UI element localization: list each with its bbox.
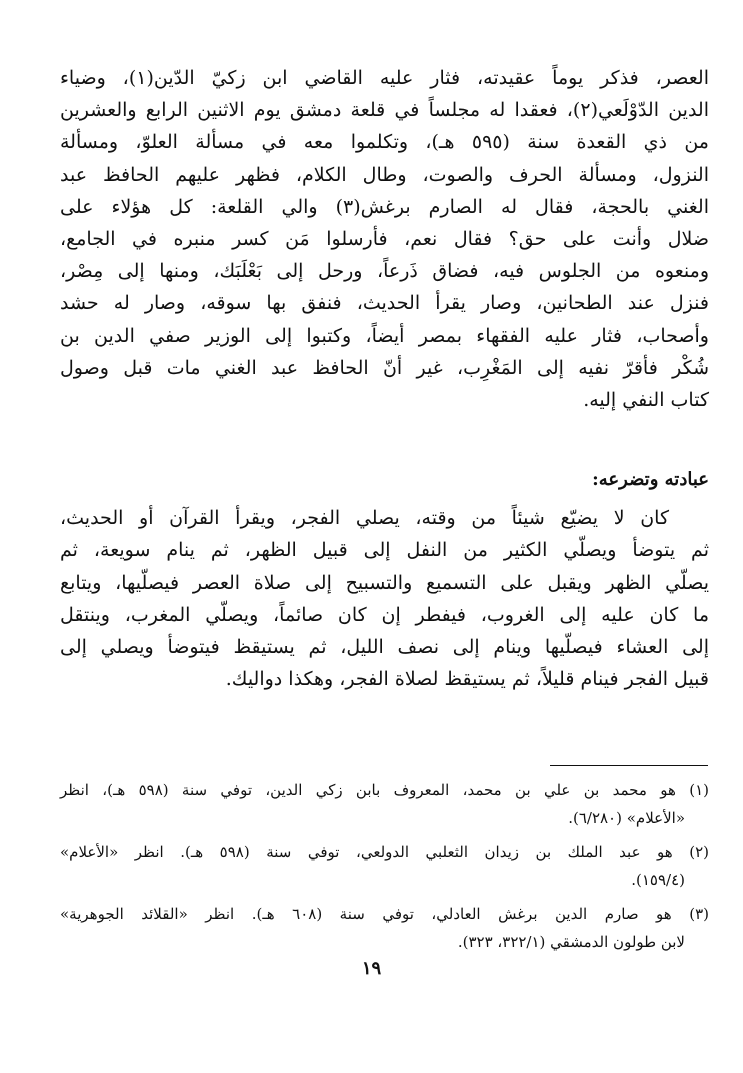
text-line: ضلال وأنت على حق؟ فقال نعم، فأرسلوا مَن كسر منبره في الجامع، bbox=[60, 228, 709, 251]
footnote-line: (١) هو محمد بن علي بن محمد، المعروف بابن زكي الدين، توفي سنة (٥٩٨ هـ)، انظر bbox=[60, 781, 709, 799]
text-line: ومنعوه من الجلوس فيه، فضاق ذَرعاً، ورحل إلى بَعْلَبَك، ومنها إلى مِصْر، bbox=[60, 260, 709, 283]
text-line: النزول، ومسألة الحرف والصوت، وطال الكلام، فظهر عليهم الحافظ عبد bbox=[60, 163, 709, 186]
text-line: إلى العشاء فيصلّيها وينام إلى نصف الليل، ثم يستيقظ فيتوضأ ويصلي إلى bbox=[60, 636, 709, 659]
footnote-1 bbox=[60, 776, 709, 832]
text-line: قبيل الفجر فينام قليلاً، ثم يستيقظ لصلاة الفجر، وهكذا دواليك. bbox=[225, 668, 709, 691]
footnotes bbox=[60, 776, 709, 956]
footnote-line: (١٥٩/٤). bbox=[631, 871, 685, 889]
footnote-3 bbox=[60, 900, 709, 956]
footnote-separator bbox=[550, 765, 708, 766]
text-line: الدين الدّوْلَعي(٢)، فعقدا له مجلساً في قلعة دمشق يوم الاثنين الرابع والعشرين bbox=[60, 99, 709, 122]
text-line: العصر، فذكر يوماً عقيدته، فثار عليه القاضي ابن زكيّ الدّين(١)، وضياء bbox=[60, 67, 709, 89]
footnote-line: (٣) هو صارم الدين برغش العادلي، توفي سنة (٦٠٨ هـ). انظر «القلائد الجوهرية» bbox=[60, 905, 710, 923]
text-line: فنزل عند الطحانين، وصار يقرأ الحديث، فنفق بها سوقه، وصار له حشد bbox=[60, 292, 709, 315]
text-line: شُكْر فأقرّ نفيه إلى المَغْرِب، غير أنّ الحافظ عبد الغني مات قبل وصول bbox=[60, 356, 709, 379]
footnote-line: (٢) هو عبد الملك بن زيدان الثعلبي الدولعي، توفي سنة (٥٩٨ هـ). انظر «الأعلام» bbox=[60, 843, 709, 861]
text-line: ما كان عليه إلى الغروب، فيفطر إن كان صائماً، ويصلّي المغرب، وينتقل bbox=[60, 603, 709, 626]
section-heading: عبادته وتضرعه: bbox=[592, 469, 709, 491]
text-line: كتاب النفي إليه. bbox=[583, 389, 709, 412]
paragraph-creed-trial bbox=[60, 62, 709, 416]
footnote-line: لابن طولون الدمشقي (٣٢٢/١، ٣٢٣). bbox=[457, 933, 685, 951]
text-line: ثم يتوضأ ويصلّي الكثير من النفل إلى قبيل الظهر، ثم ينام سويعة، ثم bbox=[60, 539, 709, 562]
text-line: من ذي القعدة سنة (٥٩٥ هـ)، وتكلموا معه في مسألة العلوّ، ومسألة bbox=[60, 131, 709, 154]
text-line: وأصحاب، فثار عليه الفقهاء بمصر أيضاً، وكتبوا إلى الوزير صفي الدين بن bbox=[60, 324, 709, 347]
paragraph-worship bbox=[60, 502, 709, 695]
main-text bbox=[60, 62, 709, 695]
text-line: الغني بالحجة، فقال له الصارم برغش(٣) والي القلعة: كل هؤلاء على bbox=[60, 195, 709, 218]
footnote-line: «الأعلام» (٦/٢٨٠). bbox=[568, 809, 685, 827]
footnote-2 bbox=[60, 838, 709, 894]
text-line: كان لا يضيّع شيئاً من وقته، يصلي الفجر، ويقرأ القرآن أو الحديث، bbox=[60, 507, 669, 530]
text-line: يصلّي الظهر ويقبل على التسميع والتسبيح إلى صلاة العصر فيصلّيها، ويتابع bbox=[60, 571, 709, 594]
page-number: ١٩ bbox=[361, 958, 382, 979]
